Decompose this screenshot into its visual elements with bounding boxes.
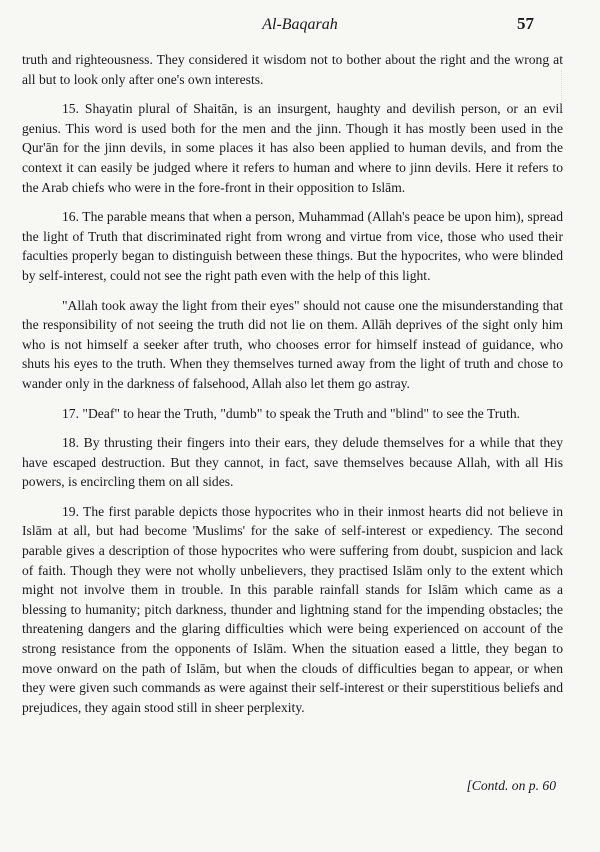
running-title: Al-Baqarah bbox=[262, 16, 338, 33]
scan-speckle bbox=[561, 70, 592, 110]
page-header bbox=[0, 14, 600, 40]
continuation-note: [Contd. on p. 60 bbox=[466, 778, 556, 793]
note-17: 17. "Deaf" to hear the Truth, "dumb" to speak the Truth and "blind" to see the Truth. bbox=[62, 405, 521, 421]
page-body bbox=[22, 50, 563, 727]
note-18: 18. By thrusting their fingers into their ears, they delude themselves for a while that they have escaped destruction. But they cannot, in fact, save themselves because Allah, with all His powers, is encircling them on all sides. bbox=[22, 435, 563, 490]
paragraph-continuation: truth and righteousness. They considered it wisdom not to bother about the right and the wrong at all but to look only after one's own interests. bbox=[22, 52, 563, 87]
note-16: 16. The parable means that when a person, Muhammad (Allah's peace be upon him), spread the light of Truth that discriminated right from wrong and virtue from vice, those who used their faculties properly began to distinguish between these things. But the hypocrites, who were blinded by self-interest, could not see the right path even with the help of this light. bbox=[22, 209, 563, 283]
note-19: 19. The first parable depicts those hypocrites who in their inmost hearts did not believe in Islām at all, but had become 'Muslims' for the sake of self-interest or expediency. The second parable gives a description of those hypocrites who were suffering from doubt, suspicion and lack of faith. Though they were not wholly unbelievers, they practised Islām only to the extent which might not involve them in trouble. In this parable rainfall stands for Islām which came as a blessing to humanity; pitch darkness, thunder and lightning stand for the impending obstacles; the threatening dangers and the glaring difficulties which were being experienced on account of the strong resistance from the opponents of Islām. When the situation eased a little, they began to move onward on the path of Islām, but when the clouds of difficulties began to appear, or when they were given such commands as were against their self-interest or their superstitious beliefs and prejudices, they again stood still in sheer perplexity. bbox=[22, 503, 563, 715]
page-number: 57 bbox=[517, 14, 534, 33]
note-15: 15. Shayatin plural of Shaitān, is an insurgent, haughty and devilish person, or an evil genius. This word is used both for the men and the jinn. Though it has mostly been used in the Qur'ān for the jinn devils, in some places it has also been applied to human devils, and from the context it can easily be judged where it refers to human and where to jinn devils. Here it refers to the Arab chiefs who were in the fore-front in their opposition to Islām. bbox=[22, 101, 563, 195]
note-16-continued: "Allah took away the light from their eyes" should not cause one the misunderstanding that the responsibility of not seeing the truth did not lie on them. Allāh deprives of the sight only him who is not himself a seeker after truth, who chooses error for himself instead of guidance, who shuts his eyes to the truth. When they themselves turned away from the light of truth and chose to wander only in the darkness of falsehood, Allah also let them go astray. bbox=[22, 297, 563, 391]
